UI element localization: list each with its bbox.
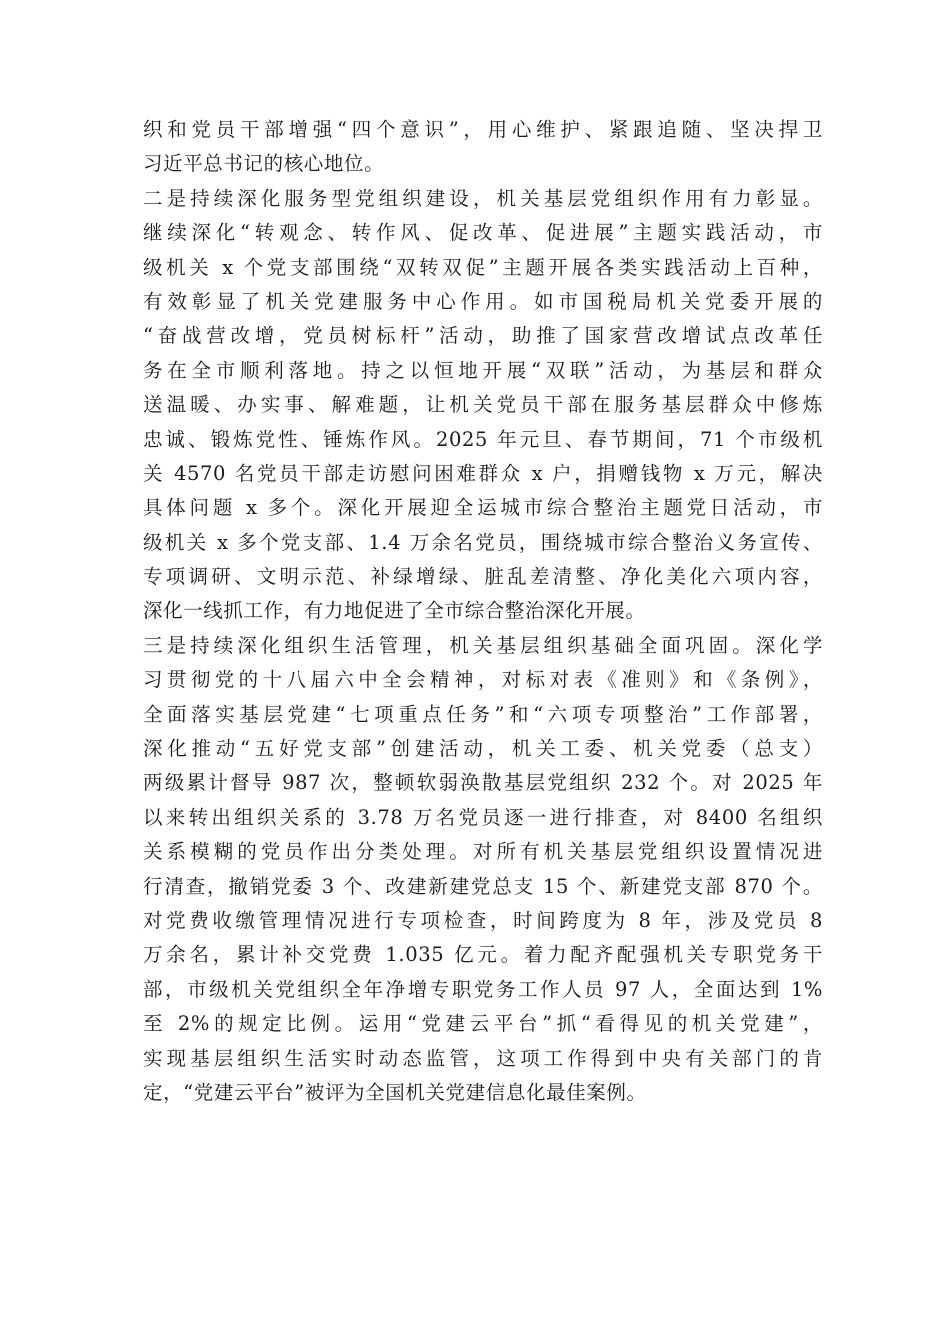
text-line: 具体问题 x 多个。深化开展迎全运城市综合整治主题党日活动，市: [143, 496, 823, 520]
body-text: [143, 113, 823, 1110]
text-line: 继续深化“转观念、转作风、促改革、促进展”主题实践活动，市: [143, 221, 823, 245]
text-line: 以来转出组织关系的 3.78 万名党员逐一进行排查，对 8400 名组织: [143, 805, 823, 829]
text-line: 务在全市顺利落地。持之以恒地开展“双联”活动，为基层和群众: [143, 358, 823, 382]
text-line: 关 4570 名党员干部走访慰问困难群众 x 户，捐赠钱物 x 万元，解决: [143, 461, 823, 485]
text-line: 两级累计督导 987 次，整顿软弱涣散基层党组织 232 个。对 2025 年: [143, 771, 823, 795]
text-line: 部，市级机关党组织全年净增专职党务工作人员 97 人，全面达到 1%: [143, 977, 823, 1001]
text-line: 有效彰显了机关党建服务中心作用。如市国税局机关党委开展的: [143, 289, 823, 313]
text-line: 习贯彻党的十八届六中全会精神，对标对表《准则》和《条例》，: [143, 668, 823, 692]
text-line: 深化推动“五好党支部”创建活动，机关工委、机关党委（总支）: [143, 737, 823, 761]
text-line: 万余名，累计补交党费 1.035 亿元。着力配齐配强机关专职党务干: [143, 943, 823, 967]
text-line: 定，“党建云平台”被评为全国机关党建信息化最佳案例。: [143, 1080, 647, 1104]
text-line: 深化一线抓工作，有力地促进了全市综合整治深化开展。: [143, 599, 646, 623]
text-line: 关系模糊的党员作出分类处理。对所有机关基层党组织设置情况进: [143, 840, 823, 864]
text-line: 二是持续深化服务型党组织建设，机关基层党组织作用有力彰显。: [143, 186, 823, 210]
text-line: 送温暖、办实事、解难题，让机关党员干部在服务基层群众中修炼: [143, 393, 823, 417]
text-line: 级机关 x 多个党支部、1.4 万余名党员，围绕城市综合整治义务宣传、: [143, 530, 823, 554]
text-line: 至 2%的规定比例。运用“党建云平台”抓“看得见的机关党建”，: [143, 1012, 823, 1036]
text-line: 级机关 x 个党支部围绕“双转双促”主题开展各类实践活动上百种，: [143, 255, 823, 279]
text-line: 实现基层组织生活实时动态监管，这项工作得到中央有关部门的肯: [143, 1046, 823, 1070]
text-line: 织和党员干部增强“四个意识”，用心维护、紧跟追随、坚决捍卫: [143, 118, 823, 141]
text-line: 全面落实基层党建“七项重点任务”和“六项专项整治”工作部署，: [143, 702, 823, 726]
text-line: 习近平总书记的核心地位。: [143, 152, 385, 176]
text-line: 专项调研、文明示范、补绿增绿、脏乱差清整、净化美化六项内容，: [143, 565, 823, 589]
text-line: 忠诚、锻炼党性、锤炼作风。2025 年元旦、春节期间，71 个市级机: [143, 427, 823, 451]
text-line: 三是持续深化组织生活管理，机关基层组织基础全面巩固。深化学: [143, 633, 823, 657]
text-line: 对党费收缴管理情况进行专项检查，时间跨度为 8 年，涉及党员 8: [143, 908, 823, 932]
text-line: 行清查，撤销党委 3 个、改建新建党总支 15 个、新建党支部 870 个。: [143, 874, 823, 898]
text-line: “奋战营改增，党员树标杆”活动，助推了国家营改增试点改革任: [143, 324, 823, 348]
